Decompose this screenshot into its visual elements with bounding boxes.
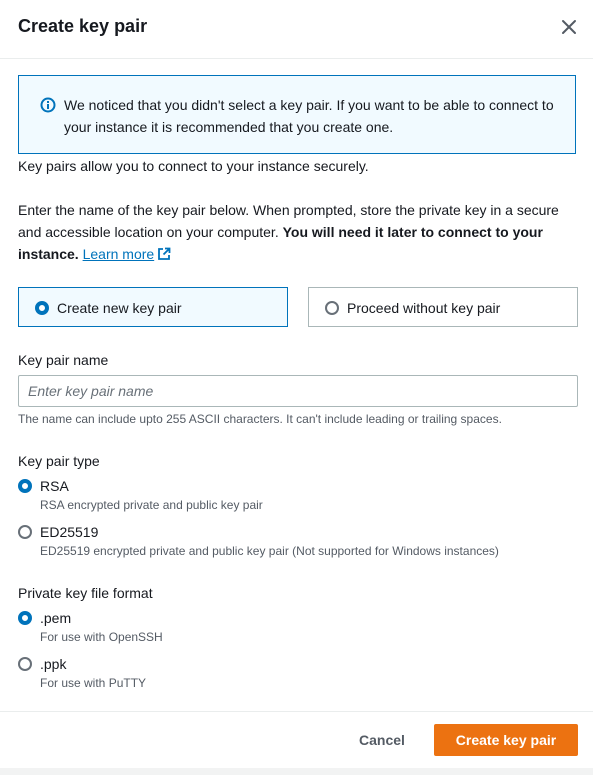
external-link-icon: [157, 245, 171, 267]
proceed-without-key-pair-label: Proceed without key pair: [347, 300, 501, 316]
info-alert-text: We noticed that you didn't select a key pair. If you want to be able to connect to your instance it is recommended that you create one.: [64, 97, 554, 135]
proceed-without-key-pair-tile[interactable]: [308, 287, 578, 327]
instructions-body: Enter the name of the key pair below. When prompted, store the private key in a secure and accessible location on your computer.: [18, 202, 559, 240]
close-icon[interactable]: [556, 14, 582, 40]
ppk-label[interactable]: .ppk: [40, 656, 67, 672]
modal-title: Create key pair: [18, 16, 148, 36]
file-format-label: Private key file format: [18, 585, 153, 601]
key-pair-name-label: Key pair name: [18, 352, 109, 368]
create-key-pair-button[interactable]: Create key pair: [434, 724, 578, 756]
key-pair-name-hint: The name can include upto 255 ASCII characters. It can't include leading or trailing spaces.: [18, 412, 502, 426]
footer-divider: [0, 711, 593, 712]
learn-more-link[interactable]: Learn more: [82, 246, 155, 262]
ed25519-description: ED25519 encrypted private and public key pair (Not supported for Windows instances): [40, 544, 499, 558]
ed25519-label[interactable]: ED25519: [40, 524, 99, 540]
ppk-radio[interactable]: [18, 657, 32, 671]
intro-text: Key pairs allow you to connect to your instance securely.: [18, 158, 369, 174]
rsa-label[interactable]: RSA: [40, 478, 69, 494]
cancel-button[interactable]: Cancel: [340, 724, 424, 756]
key-pair-type-label: Key pair type: [18, 453, 100, 469]
rsa-radio[interactable]: [18, 479, 32, 493]
modal-header: [0, 0, 593, 59]
pem-description: For use with OpenSSH: [40, 630, 163, 644]
create-new-key-pair-radio[interactable]: [35, 301, 49, 315]
pem-label[interactable]: .pem: [40, 610, 72, 626]
info-alert: [18, 75, 576, 154]
pem-radio[interactable]: [18, 611, 32, 625]
info-icon: [40, 97, 56, 113]
proceed-without-key-pair-radio[interactable]: [325, 301, 339, 315]
instructions-bold: You will need it later to connect to your instance.: [18, 224, 543, 262]
ed25519-radio[interactable]: [18, 525, 32, 539]
create-new-key-pair-label: Create new key pair: [57, 300, 182, 316]
rsa-description: RSA encrypted private and public key pair: [40, 498, 263, 512]
key-pair-name-input[interactable]: [18, 375, 578, 407]
ppk-description: For use with PuTTY: [40, 676, 147, 690]
instructions-text: [18, 199, 563, 267]
create-new-key-pair-tile[interactable]: [18, 287, 288, 327]
